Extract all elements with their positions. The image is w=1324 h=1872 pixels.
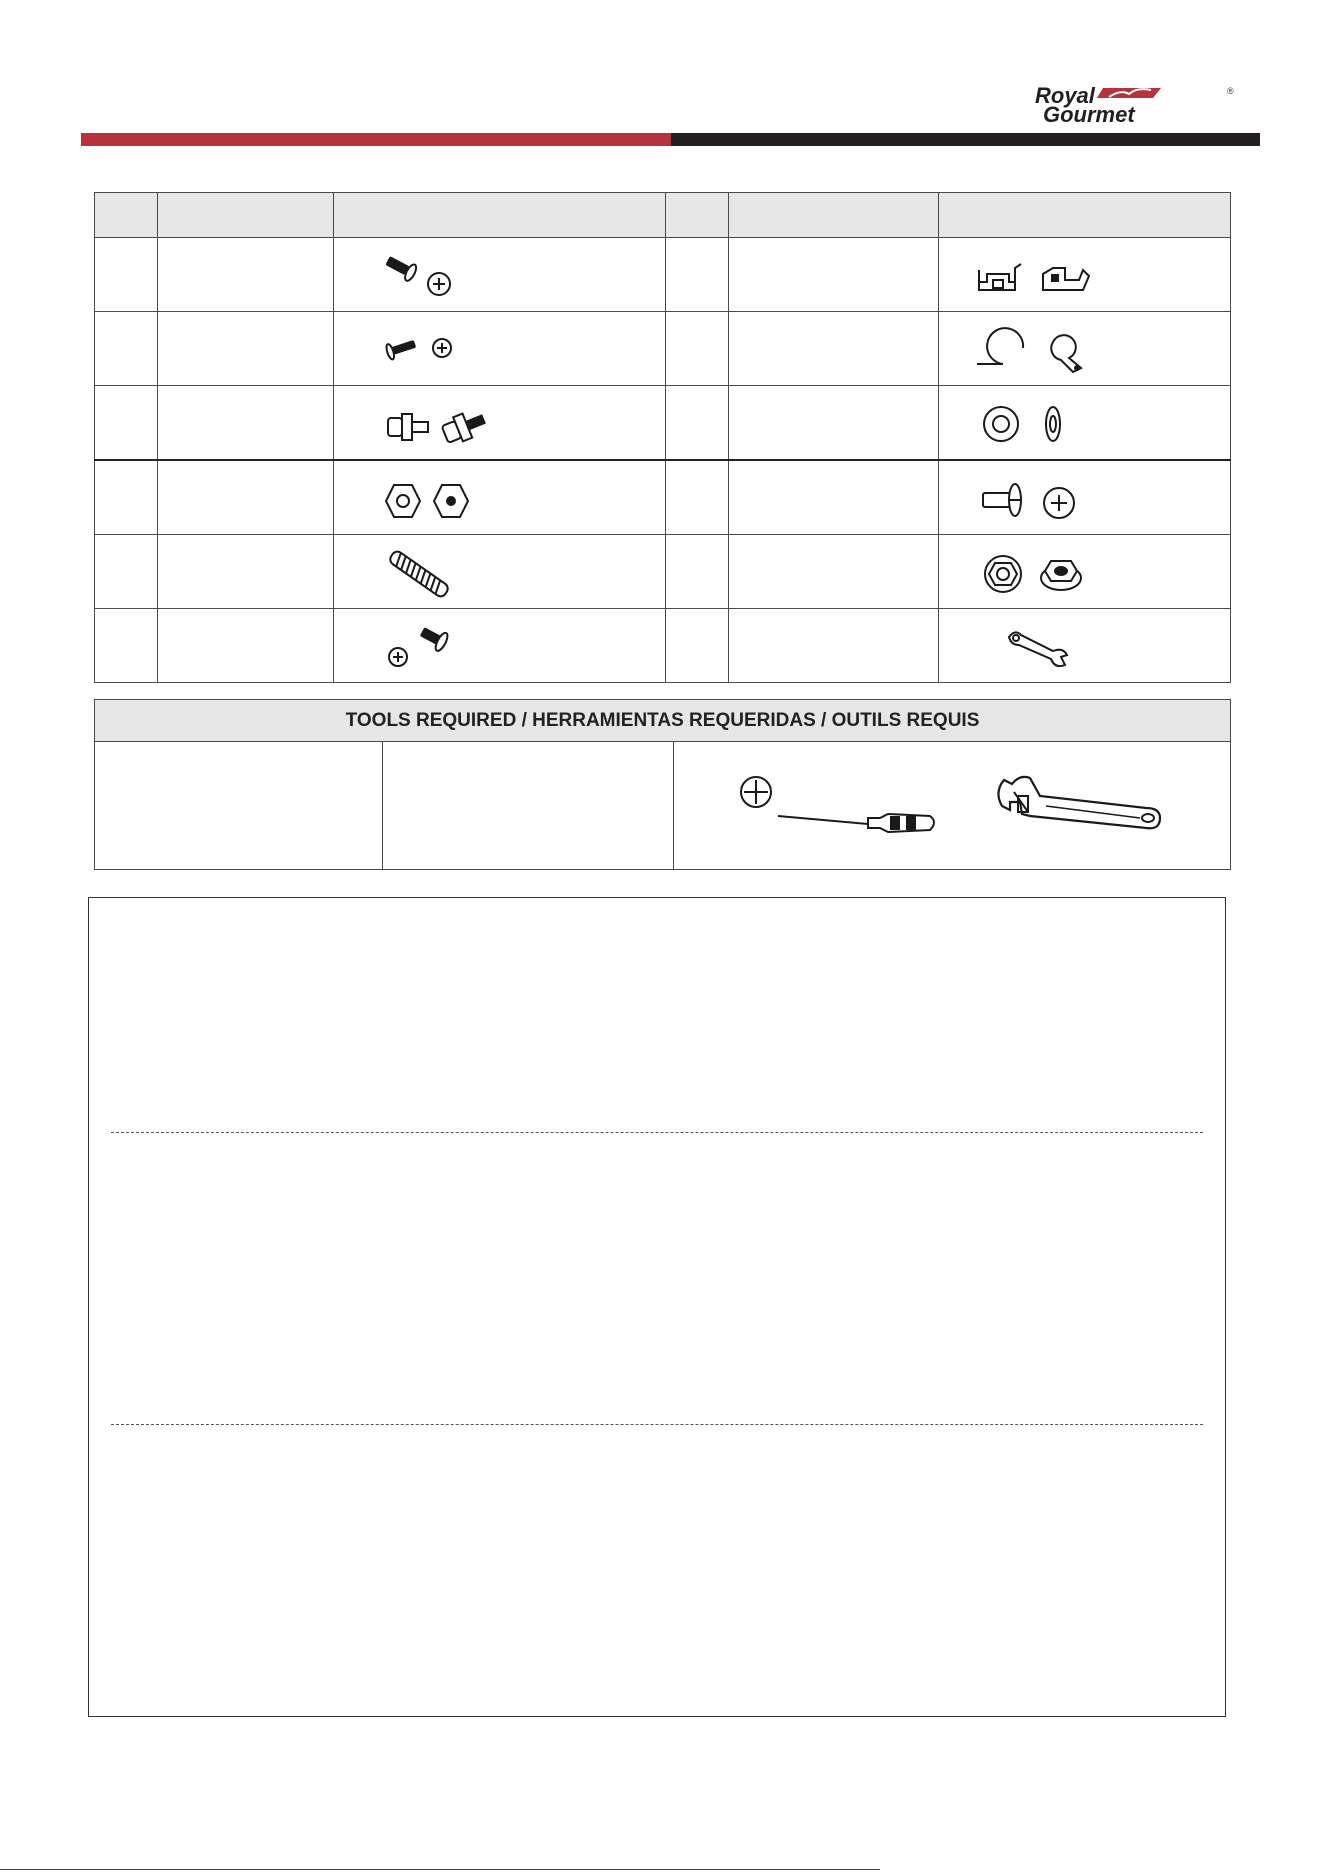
table-row [95, 460, 1231, 535]
header-cell [666, 193, 729, 238]
phillips-screwdriver-icon [740, 774, 950, 844]
table-row [95, 535, 1231, 609]
tools-cell [95, 742, 383, 870]
brand-logo [1033, 83, 1233, 127]
hardware-picture-cell [334, 460, 666, 535]
hardware-picture-cell [939, 535, 1231, 609]
hardware-picture-cell [334, 312, 666, 386]
hardware-header-row [95, 193, 1231, 238]
hardware-picture-cell [334, 609, 666, 683]
header-band-red [81, 133, 671, 146]
shoulder-bolt-icon [384, 408, 494, 448]
header-cell [95, 193, 158, 238]
flat-head-screw-icon [384, 625, 464, 670]
tools-cell [383, 742, 674, 870]
registered-mark: ® [1227, 86, 1234, 96]
hardware-picture-cell [939, 609, 1231, 683]
spring-icon [384, 549, 454, 599]
small-screw-icon [382, 334, 462, 364]
hardware-picture-cell [334, 238, 666, 312]
truss-screw-icon [979, 481, 1089, 521]
table-row [95, 609, 1231, 683]
hardware-table [94, 192, 1231, 683]
flat-washer-icon [983, 404, 1083, 444]
hardware-picture-cell [939, 460, 1231, 535]
cable-clip-icon [973, 328, 1103, 373]
tools-required-table [94, 699, 1231, 870]
hardware-picture-cell [939, 312, 1231, 386]
footer-rule [0, 1869, 880, 1870]
logo-line2: Gourmet [1043, 102, 1135, 127]
tools-picture-cell [674, 742, 1231, 870]
header-cell [158, 193, 334, 238]
table-row [95, 312, 1231, 386]
logo-line1: Royal [1035, 83, 1095, 108]
table-row [95, 386, 1231, 461]
adjustable-wrench-icon [990, 772, 1170, 842]
step-divider [111, 1132, 1203, 1133]
phillips-screw-icon [382, 256, 462, 301]
tools-required-title: TOOLS REQUIRED / HERRAMIENTAS REQUERIDAS / OUTILS REQUIS [95, 700, 1231, 742]
header-cell [729, 193, 939, 238]
hardware-picture-cell [334, 535, 666, 609]
step-divider [111, 1424, 1203, 1425]
table-row [95, 238, 1231, 312]
header-cell [939, 193, 1231, 238]
assembly-steps-panel [88, 897, 1226, 1717]
hardware-picture-cell [939, 238, 1231, 312]
hex-nut-icon [384, 481, 474, 521]
flame-icon [1097, 88, 1161, 98]
hardware-picture-cell [334, 386, 666, 461]
flange-nut-icon [983, 553, 1093, 595]
mini-wrench-icon [1005, 625, 1075, 670]
bracket-clip-icon [973, 260, 1103, 300]
header-cell [334, 193, 666, 238]
hardware-picture-cell [939, 386, 1231, 461]
header-band-dark [671, 133, 1260, 146]
